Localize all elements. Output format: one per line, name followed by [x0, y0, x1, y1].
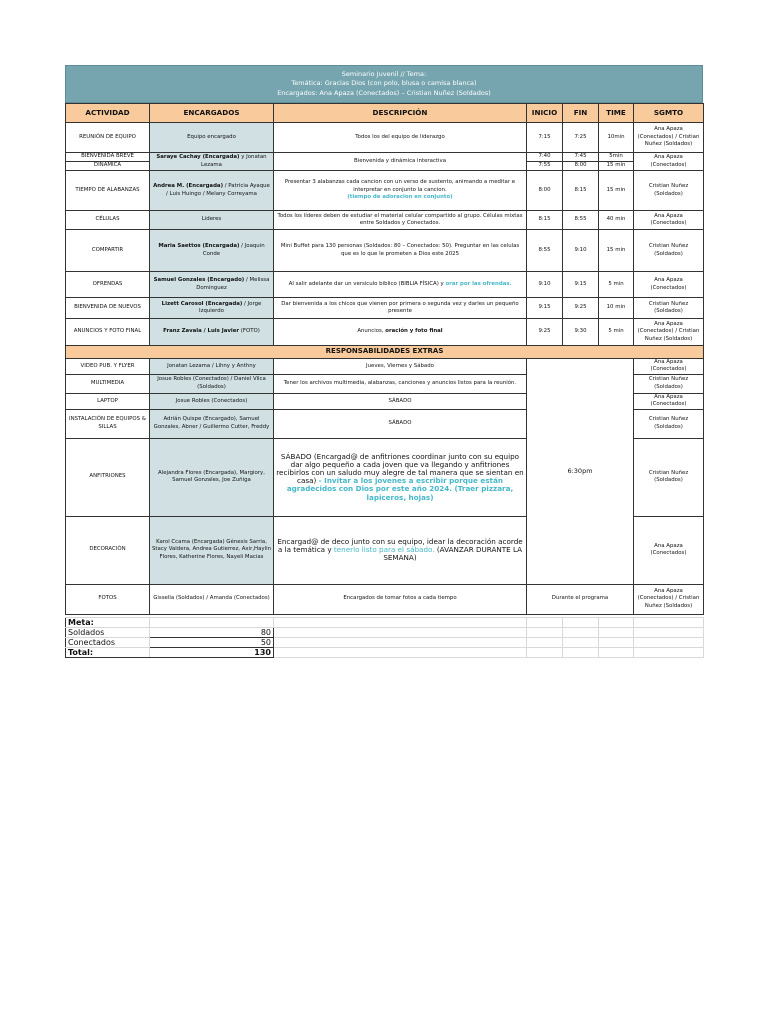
- cell-encargados: Equipo encargado: [150, 123, 274, 153]
- cell-sgmto: Ana Apaza (Conectados): [634, 393, 704, 409]
- meta-row: [66, 638, 704, 648]
- meta-title-row: [66, 618, 704, 628]
- cell-sgmto: Cristian Nuñez (Soldados): [634, 409, 704, 438]
- cell-inicio: 7:55: [527, 162, 563, 171]
- cell-sgmto: Cristian Nuñez (Soldados): [634, 171, 704, 211]
- cell-sgmto: Ana Apaza (Conectados): [634, 272, 704, 298]
- cell-encargados: [150, 171, 274, 211]
- encargado-team: / Jorge Izquierdo: [199, 300, 262, 314]
- cell-time: 10 min: [599, 298, 634, 319]
- descripcion-text: SÁBADO (Encargad@ de anfitriones coordinar junto con su equipo dar algo pequeño a cada joven que va llegando y anfitriones recibirlos con un saludo muy alegre de tal manera que se sientan en casa): [276, 451, 524, 486]
- descripcion-highlight: (tiempo de adoracion en conjunto): [347, 194, 453, 201]
- cell-sgmto: Ana Apaza (Conectados): [634, 211, 704, 230]
- cell-sgmto: Ana Apaza (Conectados) / Cristian Nuñez (Soldados): [634, 123, 704, 153]
- meta-label: Total:: [66, 648, 150, 658]
- cell-fin: 7:45: [563, 153, 599, 162]
- cell-encargados: Josue Robles (Conectados) / Daniel Vilca (Soldados): [150, 374, 274, 393]
- cell-time: 5 min: [599, 319, 634, 346]
- descripcion-text: Encargad@ de deco junto con su equipo, idear la decoración acorde a la temática y: [277, 536, 523, 555]
- cell-descripcion: SÁBADO: [274, 393, 527, 409]
- cell-fin: 8:55: [563, 211, 599, 230]
- meta-value: 50: [150, 638, 274, 648]
- table-row: [66, 272, 704, 298]
- cell-actividad: CÉLULAS: [66, 211, 150, 230]
- cell-descripcion: [274, 171, 527, 211]
- schedule-table: [65, 103, 704, 615]
- cell-inicio: 7:40: [527, 153, 563, 162]
- header-line-1: Seminario Juvenil // Tema:: [341, 69, 427, 78]
- col-sgmto: SGMTO: [634, 104, 704, 123]
- meta-title: Meta:: [66, 618, 150, 628]
- cell-descripcion: Dar bienvenida a los chicos que vienen por primera o segunda vez y darles un pequeño presente: [274, 298, 527, 319]
- descripcion-highlight: - Invitar a los jovenes a escribir porque están agradecidos con Dios por este año 2024. (Traer pizzara, lapiceros, hojas): [286, 476, 514, 502]
- cell-descripcion: Jueves, Viernes y Sábado: [274, 359, 527, 375]
- cell-encargados: Lideres: [150, 211, 274, 230]
- extras-time: 6:30pm: [527, 359, 634, 585]
- extras-title-row: [66, 346, 704, 359]
- cell-sgmto: Cristian Nuñez (Soldados): [634, 298, 704, 319]
- encargado-lead: Saraye Cachay (Encargada): [156, 154, 240, 161]
- encargado-team: / Melissa Dominguez: [196, 277, 270, 291]
- cell-fin: 9:30: [563, 319, 599, 346]
- meta-label: Conectados: [66, 638, 150, 648]
- descripcion-text: Al salir adelante dar un versiculo biblico (BIBLIA FÍSICA) y: [288, 280, 444, 287]
- encargado-lead: Maria Saettos (Encargada): [158, 243, 240, 250]
- meta-row: [66, 628, 704, 638]
- descripcion-end: .: [509, 280, 512, 287]
- table-row: [66, 298, 704, 319]
- cell-inicio: 7:15: [527, 123, 563, 153]
- cell-descripcion: [274, 516, 527, 584]
- cell-descripcion: [274, 438, 527, 516]
- cell-inicio: 8:00: [527, 171, 563, 211]
- encargado-team: (FOTO): [240, 328, 260, 335]
- schedule-sheet: [65, 65, 703, 615]
- cell-actividad: VIDEO PUB. Y FLYER: [66, 359, 150, 375]
- cell-encargados: Jonatan Lezama / Lihny y Anthny: [150, 359, 274, 375]
- cell-inicio: 9:25: [527, 319, 563, 346]
- cell-encargados: Karol Ccama (Encargada) Génesis Sarria, Stacy Valdera, Andrea Gutierrez, Axir,Haylin Flores, Katherine Flores, Nayeli Macias: [150, 516, 274, 584]
- cell-sgmto: Ana Apaza (Conectados) / Cristian Nuñez (Soldados): [634, 319, 704, 346]
- meta-row: [66, 648, 704, 658]
- cell-descripcion: [274, 319, 527, 346]
- cell-fin: 8:00: [563, 162, 599, 171]
- cell-actividad: ANUNCIOS Y FOTO FINAL: [66, 319, 150, 346]
- cell-actividad: REUNIÓN DE EQUIPO: [66, 123, 150, 153]
- cell-time: 5min: [599, 153, 634, 162]
- cell-encargados: [150, 153, 274, 171]
- header-line-2: Temática: Gracias Dios (con polo, blusa o camisa blanca): [291, 79, 477, 88]
- cell-time: 5 min: [599, 272, 634, 298]
- col-fin: FIN: [563, 104, 599, 123]
- col-actividad: ACTIVIDAD: [66, 104, 150, 123]
- cell-actividad: DINAMICA: [66, 162, 150, 171]
- col-descripcion: DESCRIPCIÓN: [274, 104, 527, 123]
- cell-actividad: LAPTOP: [66, 393, 150, 409]
- cell-time: 15 min: [599, 171, 634, 211]
- descripcion-bold: oración y foto final: [385, 328, 443, 335]
- cell-fin: 7:25: [563, 123, 599, 153]
- descripcion-highlight: orar por las ofrendas: [445, 280, 510, 287]
- encargado-lead: Andrea M. (Encargada): [153, 183, 224, 190]
- meta-value: 80: [150, 628, 274, 638]
- cell-actividad: BIENVENIDA DE NUEVOS: [66, 298, 150, 319]
- meta-label: Soldados: [66, 628, 150, 638]
- cell-encargados: Alejandra Flores (Encargada), Margiory, Samuel Gonzales, Joe Zuñiga: [150, 438, 274, 516]
- descripcion-text: Presentar 3 alabanzas cada cancion con un verso de sustento, animando a meditar e interpretar en conjunto la cancion.: [284, 179, 516, 193]
- cell-descripcion: Bienvenida y dinámica interactiva: [274, 153, 527, 171]
- descripcion-end: (AVANZAR DURANTE LA SEMANA): [383, 545, 523, 563]
- cell-time-span: Durante el programa: [527, 584, 634, 614]
- header-line-3: Encargados: Ana Apaza (Conectados) – Cristian Nuñez (Soldados): [277, 88, 491, 97]
- cell-actividad: FOTOS: [66, 584, 150, 614]
- cell-descripcion: Mini Buffet para 130 personas (Soldados: 80 – Conectados: 50). Preguntar en las celulas que es lo que le prometen a Dios este 2025: [274, 230, 527, 272]
- cell-actividad: ANFITRIONES: [66, 438, 150, 516]
- cell-time: 15 min: [599, 162, 634, 171]
- table-row: [66, 123, 704, 153]
- cell-sgmto: Cristian Nuñez (Soldados): [634, 230, 704, 272]
- sheet-header: [65, 65, 703, 103]
- table-row: [66, 211, 704, 230]
- cell-encargados: [150, 298, 274, 319]
- meta-block: [65, 617, 703, 658]
- cell-actividad: BIENVENIDA BREVE: [66, 153, 150, 162]
- cell-fin: 8:15: [563, 171, 599, 211]
- cell-encargados: [150, 230, 274, 272]
- extras-title: RESPONSABILIDADES EXTRAS: [66, 346, 704, 359]
- cell-sgmto: Cristian Nuñez (Soldados): [634, 374, 704, 393]
- cell-inicio: 8:15: [527, 211, 563, 230]
- cell-sgmto: Ana Apaza (Conectados): [634, 153, 704, 171]
- col-encargados: ENCARGADOS: [150, 104, 274, 123]
- cell-fin: 9:10: [563, 230, 599, 272]
- cell-encargados: Josue Robles (Conectados): [150, 393, 274, 409]
- table-row: [66, 230, 704, 272]
- cell-encargados: [150, 319, 274, 346]
- cell-descripcion: Todos los del equipo de liderazgo: [274, 123, 527, 153]
- encargado-team: / Patricia Ayaque / Luis Huingo / Melany Correyama: [166, 183, 270, 197]
- encargado-team: / Joaquin Conde: [202, 243, 265, 257]
- cell-actividad: DECORACIÓN: [66, 516, 150, 584]
- cell-actividad: MULTIMEDIA: [66, 374, 150, 393]
- cell-inicio: 9:15: [527, 298, 563, 319]
- cell-inicio: 8:55: [527, 230, 563, 272]
- cell-time: 15 min: [599, 230, 634, 272]
- encargado-lead: Samuel Gonzales (Encargado): [153, 277, 245, 284]
- col-time: TIME: [599, 104, 634, 123]
- table-row: [66, 153, 704, 162]
- descripcion-text: Anuncios,: [357, 328, 384, 335]
- encargado-lead: Franz Zavala / Luis Javier: [163, 328, 240, 335]
- cell-encargados: Adrián Quispe (Encargado), Samuel Gonzales, Abner / Guillermo Cutter, Freddy: [150, 409, 274, 438]
- cell-actividad: TIEMPO DE ALABANZAS: [66, 171, 150, 211]
- table-row: [66, 171, 704, 211]
- cell-time: 40 min: [599, 211, 634, 230]
- cell-actividad: COMPARTIR: [66, 230, 150, 272]
- encargado-team: y Jonatan Lezama: [201, 154, 267, 168]
- cell-descripcion: [274, 272, 527, 298]
- cell-descripcion: SÁBADO: [274, 409, 527, 438]
- meta-value: 130: [150, 648, 274, 658]
- cell-sgmto: Ana Apaza (Conectados): [634, 359, 704, 375]
- table-row: [66, 359, 704, 375]
- table-row: [66, 584, 704, 614]
- col-inicio: INICIO: [527, 104, 563, 123]
- cell-encargados: Gissella (Soldados) / Amanda (Conectados): [150, 584, 274, 614]
- cell-descripcion: Todos los líderes deben de estudiar el material celular compartido al grupo. Células mixtas entre Soldados y Conectados.: [274, 211, 527, 230]
- cell-encargados: [150, 272, 274, 298]
- cell-sgmto: Ana Apaza (Conectados): [634, 516, 704, 584]
- cell-descripcion: Encargados de tomar fotos a cada tiempo: [274, 584, 527, 614]
- cell-sgmto: Ana Apaza (Conectados) / Cristian Nuñez (Soldados): [634, 584, 704, 614]
- descripcion-highlight: tenerlo listo para el sábado.: [333, 545, 435, 555]
- table-row: [66, 319, 704, 346]
- cell-actividad: INSTALACIÓN DE EQUIPOS & SILLAS: [66, 409, 150, 438]
- cell-sgmto: Cristian Nuñez (Soldados): [634, 438, 704, 516]
- cell-actividad: OFRENDAS: [66, 272, 150, 298]
- cell-inicio: 9:10: [527, 272, 563, 298]
- cell-fin: 9:15: [563, 272, 599, 298]
- cell-fin: 9:25: [563, 298, 599, 319]
- meta-table: [65, 617, 704, 658]
- header-row: [66, 104, 704, 123]
- encargado-lead: Lizett Carosol (Encargada): [161, 300, 243, 307]
- cell-descripcion: Tener los archivos multimedia, alabanzas, canciones y anuncios listos para la reunión.: [274, 374, 527, 393]
- cell-time: 10min: [599, 123, 634, 153]
